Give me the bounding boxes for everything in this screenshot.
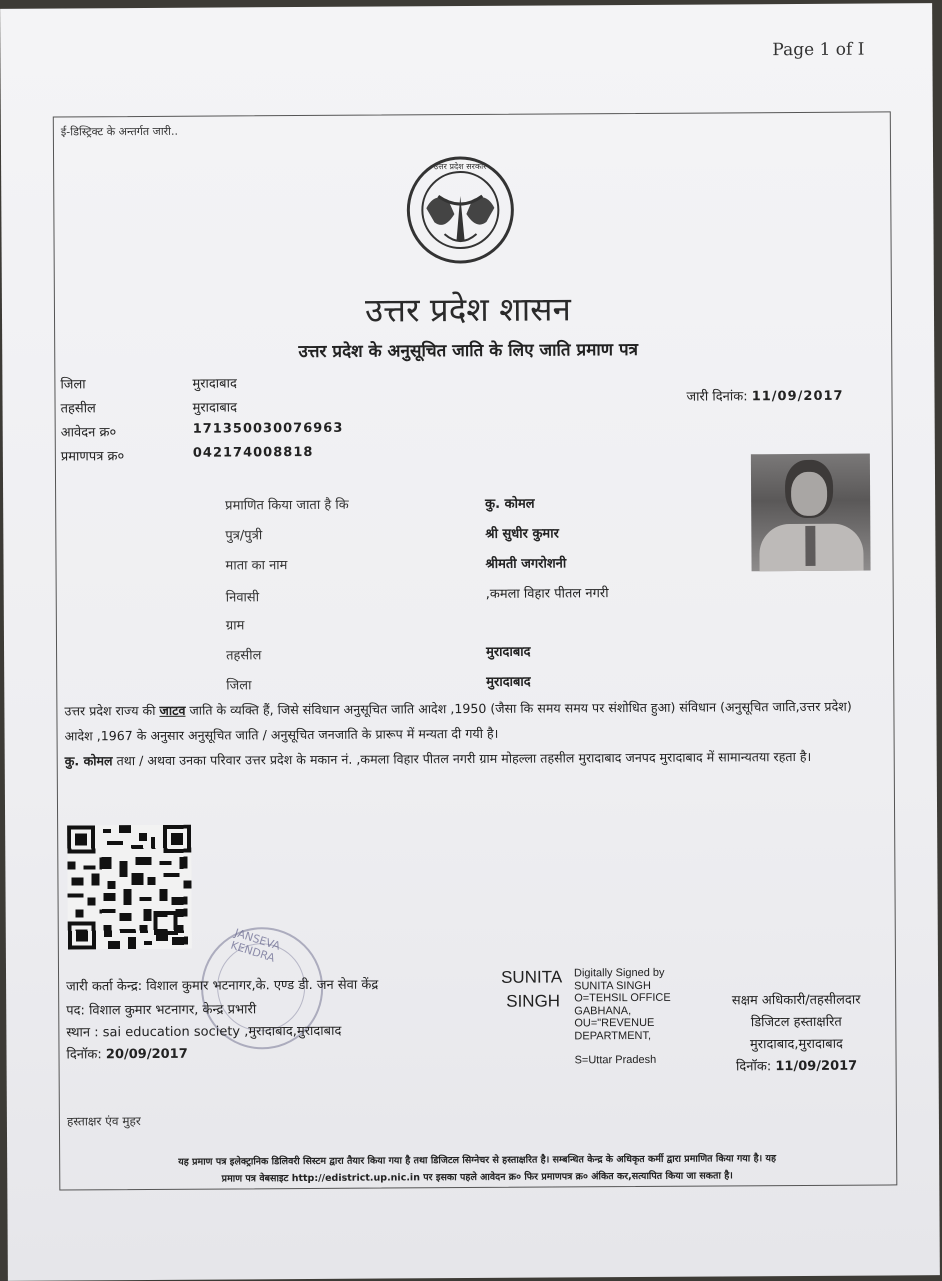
parent-label: पुत्र/पुत्री (225, 528, 263, 544)
officer-date (707, 1055, 887, 1074)
digital-signature-details (574, 967, 700, 1067)
sig-line: DEPARTMENT, (574, 1029, 652, 1042)
officer-date-label: दिनॉक: (735, 1059, 772, 1075)
applicant-district-value: मुरादाबाद (486, 674, 531, 690)
issued-under-note: ई-डिस्ट्रिक्ट के अन्तर्गत जारी.. (60, 124, 179, 139)
footer-note (67, 1149, 887, 1188)
issuer-date-label: दिनॉक: (66, 1047, 102, 1063)
sig-line: OU="REVENUE (574, 1016, 655, 1030)
footer-line-2: प्रमाण पत्र वेबसाइट http://edistrict.up.nic.in पर इसका पहले आवेदन क्र० फिर प्रमाणपत्र क्र० अंकित कर,सत्यापित किया जा सकता है। (221, 1170, 733, 1185)
page-number: Page 1 of I (772, 39, 865, 61)
body-intro: उत्तर प्रदेश राज्य की (64, 702, 160, 719)
sig-line: O=TEHSIL OFFICE (574, 991, 671, 1005)
certificate-body-text (64, 694, 864, 774)
application-number-value: 171350030076963 (192, 420, 344, 437)
officer-date-value: 11/09/2017 (775, 1058, 858, 1075)
applicant-district-label: जिला (226, 678, 252, 694)
officer-digital-sign: डिजिटल हस्ताक्षरित (750, 1014, 842, 1031)
footer-line-1: यह प्रमाण पत्र इलेक्ट्रानिक डिलिवरी सिस्टम द्वारा तैयार किया गया है तथा डिजिटल सिग्नेचर से हस्ताक्षरित है। सम्बन्धित केन्द्र के अधिकृत कर्मी द्वारा प्रमाणित किया गया है। यह (178, 1153, 777, 1168)
application-number-label: आवेदन क्र० (60, 425, 117, 441)
signature-seal-label: हस्ताक्षर एंव मुहर (66, 1114, 141, 1129)
district-value: मुरादाबाद (192, 376, 237, 392)
applicant-name: कु. कोमल (485, 496, 535, 512)
sig-line: GABHANA, (574, 1004, 632, 1017)
issue-date-value: 11/09/2017 (751, 388, 844, 405)
government-heading: उत्तर प्रदेश शासन (364, 289, 571, 330)
signer-name-line2: SINGH (506, 991, 561, 1011)
father-name: श्री सुधीर कुमार (485, 526, 559, 542)
resident-label: निवासी (225, 590, 260, 606)
certified-label: प्रमाणित किया जाता है कि (225, 497, 349, 514)
sig-line: S=Uttar Pradesh (574, 1053, 657, 1067)
issue-date-label: जारी दिनांक: (686, 389, 748, 405)
up-government-emblem-icon (404, 156, 517, 265)
sig-line: Digitally Signed by (573, 966, 665, 980)
stamp-text: JANSEVA KENDRA (229, 926, 282, 965)
body-applicant-name: कु. कोमल (64, 753, 113, 769)
certificate-title: उत्तर प्रदेश के अनुसूचित जाति के लिए जाति प्रमाण पत्र (298, 339, 639, 363)
officer-place: मुरादाबाद,मुरादाबाद (749, 1036, 843, 1053)
issuing-center: जारी कर्ता केन्द्र: विशाल कुमार भटनागर,के. एण्ड डी. जन सेवा केंद्र (66, 977, 379, 995)
mother-name: श्रीमती जगरोशनी (485, 556, 567, 572)
resident-value: ,कमला विहार पीतल नगरी (485, 586, 609, 602)
issuer-date (66, 1044, 187, 1063)
qr-code (67, 825, 192, 950)
issue-date (686, 386, 843, 405)
signer-name-line1: SUNITA (500, 967, 563, 987)
village-label: ग्राम (225, 618, 245, 634)
body-residence-text: तथा / अथवा उनका परिवार उत्तर प्रदेश के मकान नं. ,कमला विहार पीतल नगरी ग्राम मोहल्ला तहसील मुरादाबाद जनपद मुरादाबाद में सामान्यतया रहता है। (112, 748, 812, 769)
caste-name: जाटव (159, 702, 186, 718)
mother-label: माता का नाम (225, 558, 288, 574)
district-label: जिला (60, 377, 86, 393)
officer-title: सक्षम अधिकारी/तहसीलदार (731, 992, 861, 1009)
certificate-number-label: प्रमाणपत्र क्र० (60, 449, 125, 465)
sig-line: SUNITA SINGH (574, 979, 651, 992)
body-constitution-text: जाति के व्यक्ति हैं, जिसे संविधान अनुसूचित जाति आदेश ,1950 (जैसा कि समय समय पर संशोधित हुआ) संविधान (अनुसूचित जाति,उत्तर प्रदेश) आदेश ,1967 के अनुसार अनुसूचित जाति / अनुसूचित जनजाति के प्रारूप में मन्यता दी गयी है। (64, 698, 852, 744)
issuer-place: स्थान : sai education society ,मुरादाबाद,मुरादाबाद (66, 1023, 342, 1041)
applicant-tehsil-value: मुरादाबाद (486, 644, 531, 660)
applicant-tehsil-label: तहसील (226, 648, 262, 664)
issuer-date-value: 20/09/2017 (105, 1046, 188, 1063)
certificate-number-value: 042174008818 (192, 444, 314, 461)
certificate-page (0, 3, 940, 1281)
tehsil-label: तहसील (60, 401, 96, 417)
applicant-photo (751, 454, 871, 572)
issuer-post: पद: विशाल कुमार भटनागर, केन्द्र प्रभारी (66, 1002, 257, 1019)
emblem-text: उत्तर प्रदेश सरकार (433, 161, 487, 172)
tehsil-value: मुरादाबाद (192, 400, 238, 416)
